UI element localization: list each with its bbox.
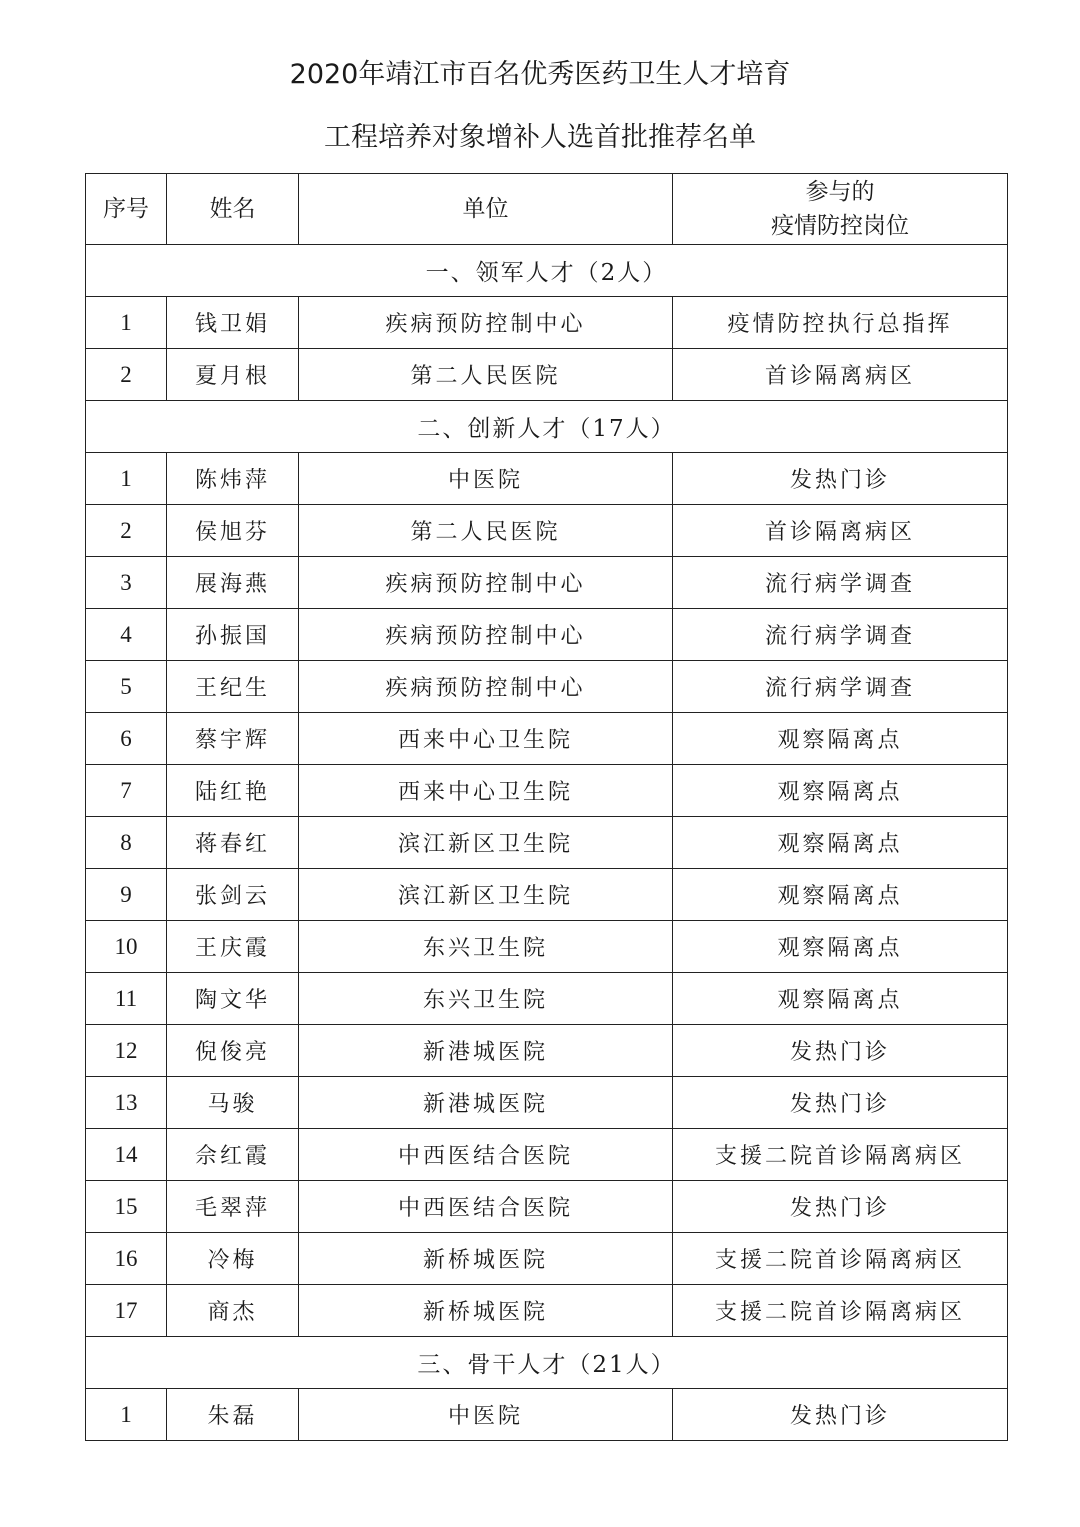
unit-cell: 疾病预防控制中心 [299,557,673,609]
table-row [86,1129,1008,1181]
post-cell: 发热门诊 [673,1077,1008,1129]
unit-cell: 西来中心卫生院 [299,713,673,765]
table-row [86,869,1008,921]
unit-cell: 疾病预防控制中心 [299,297,673,349]
serial-number-cell: 11 [86,973,167,1025]
post-cell: 流行病学调查 [673,609,1008,661]
section-row [86,1337,1008,1389]
unit-cell: 中医院 [299,453,673,505]
serial-number-cell: 17 [86,1285,167,1337]
post-cell: 发热门诊 [673,1389,1008,1441]
post-cell: 观察隔离点 [673,713,1008,765]
name-cell: 陆红艳 [167,765,299,817]
table-row [86,661,1008,713]
table-row [86,713,1008,765]
serial-number-cell: 16 [86,1233,167,1285]
unit-cell: 新桥城医院 [299,1285,673,1337]
unit-cell: 东兴卫生院 [299,973,673,1025]
unit-cell: 中医院 [299,1389,673,1441]
serial-number-cell: 12 [86,1025,167,1077]
header-serial-number: 序号 [86,174,167,245]
post-cell: 支援二院首诊隔离病区 [673,1233,1008,1285]
serial-number-cell: 15 [86,1181,167,1233]
name-cell: 陈炜萍 [167,453,299,505]
table-row [86,817,1008,869]
section-row [86,245,1008,297]
name-cell: 倪俊亮 [167,1025,299,1077]
document-title-line2: 工程培养对象增补人选首批推荐名单 [324,122,756,153]
header-name: 姓名 [167,174,299,245]
name-cell: 夏月根 [167,349,299,401]
serial-number-cell: 6 [86,713,167,765]
unit-cell: 中西医结合医院 [299,1129,673,1181]
table-row [86,453,1008,505]
section-row [86,401,1008,453]
name-cell: 王纪生 [167,661,299,713]
serial-number-cell: 5 [86,661,167,713]
serial-number-cell: 1 [86,297,167,349]
serial-number-cell: 1 [86,1389,167,1441]
unit-cell: 疾病预防控制中心 [299,661,673,713]
post-cell: 流行病学调查 [673,557,1008,609]
name-cell: 马骏 [167,1077,299,1129]
unit-cell: 东兴卫生院 [299,921,673,973]
table-row [86,921,1008,973]
name-cell: 蔡宇辉 [167,713,299,765]
name-cell: 朱磊 [167,1389,299,1441]
unit-cell: 中西医结合医院 [299,1181,673,1233]
header-epidemic-post [673,174,1008,245]
name-cell: 孙振国 [167,609,299,661]
post-cell: 观察隔离点 [673,973,1008,1025]
unit-cell: 新港城医院 [299,1077,673,1129]
table-row [86,349,1008,401]
header-unit: 单位 [299,174,673,245]
unit-cell: 滨江新区卫生院 [299,869,673,921]
post-cell: 观察隔离点 [673,869,1008,921]
name-cell: 陶文华 [167,973,299,1025]
header-post-line2: 疫情防控岗位 [771,213,909,239]
table-row [86,1025,1008,1077]
post-cell: 疫情防控执行总指挥 [673,297,1008,349]
nominee-table [85,173,1008,1441]
name-cell: 侯旭芬 [167,505,299,557]
table-row [86,1077,1008,1129]
serial-number-cell: 3 [86,557,167,609]
post-cell: 观察隔离点 [673,817,1008,869]
table-row [86,765,1008,817]
section-title: 三、骨干人才（21人） [86,1337,1008,1389]
post-cell: 支援二院首诊隔离病区 [673,1129,1008,1181]
unit-cell: 滨江新区卫生院 [299,817,673,869]
serial-number-cell: 10 [86,921,167,973]
serial-number-cell: 13 [86,1077,167,1129]
post-cell: 发热门诊 [673,1181,1008,1233]
section-title: 一、领军人才（2人） [86,245,1008,297]
unit-cell: 西来中心卫生院 [299,765,673,817]
serial-number-cell: 14 [86,1129,167,1181]
table-header-row [86,174,1008,245]
name-cell: 蒋春红 [167,817,299,869]
name-cell: 毛翠萍 [167,1181,299,1233]
table-row [86,505,1008,557]
table-row [86,1285,1008,1337]
table-row [86,297,1008,349]
post-cell: 发热门诊 [673,1025,1008,1077]
section-title: 二、创新人才（17人） [86,401,1008,453]
unit-cell: 新港城医院 [299,1025,673,1077]
name-cell: 展海燕 [167,557,299,609]
table-row [86,1181,1008,1233]
post-cell: 支援二院首诊隔离病区 [673,1285,1008,1337]
serial-number-cell: 2 [86,349,167,401]
table-row [86,973,1008,1025]
table-row [86,1233,1008,1285]
serial-number-cell: 2 [86,505,167,557]
name-cell: 钱卫娟 [167,297,299,349]
serial-number-cell: 1 [86,453,167,505]
table-row [86,557,1008,609]
name-cell: 商杰 [167,1285,299,1337]
serial-number-cell: 4 [86,609,167,661]
name-cell: 张剑云 [167,869,299,921]
post-cell: 观察隔离点 [673,765,1008,817]
document-title-line1: 2020年靖江市百名优秀医药卫生人才培育 [289,59,791,90]
name-cell: 佘红霞 [167,1129,299,1181]
name-cell: 王庆霞 [167,921,299,973]
post-cell: 首诊隔离病区 [673,349,1008,401]
unit-cell: 新桥城医院 [299,1233,673,1285]
serial-number-cell: 9 [86,869,167,921]
table-row [86,609,1008,661]
header-post-line1: 参与的 [805,179,875,205]
name-cell: 冷梅 [167,1233,299,1285]
serial-number-cell: 7 [86,765,167,817]
post-cell: 观察隔离点 [673,921,1008,973]
unit-cell: 疾病预防控制中心 [299,609,673,661]
post-cell: 首诊隔离病区 [673,505,1008,557]
table-row [86,1389,1008,1441]
serial-number-cell: 8 [86,817,167,869]
post-cell: 流行病学调查 [673,661,1008,713]
unit-cell: 第二人民医院 [299,349,673,401]
post-cell: 发热门诊 [673,453,1008,505]
unit-cell: 第二人民医院 [299,505,673,557]
